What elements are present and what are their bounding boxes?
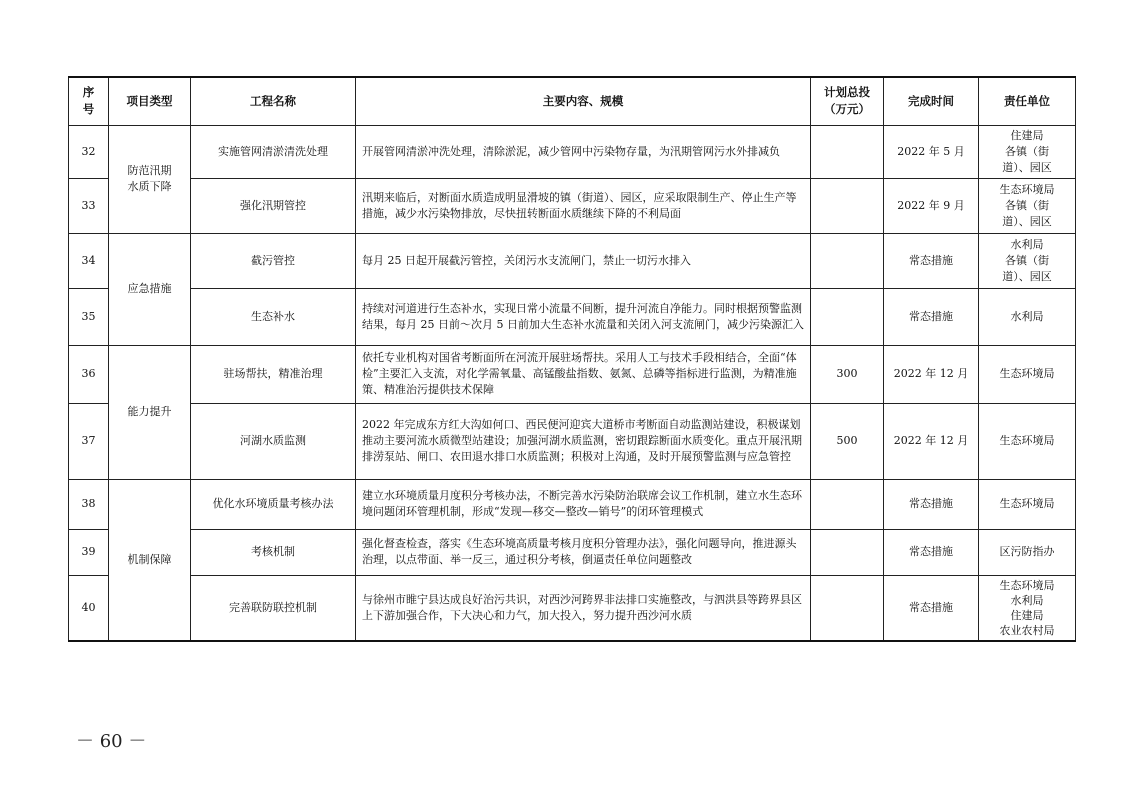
project-type-cell: 应急措施 xyxy=(109,233,191,345)
unit-line: 水利局 xyxy=(1010,593,1044,607)
project-name: 生态补水 xyxy=(191,288,356,345)
table-row xyxy=(69,575,1076,641)
unit-line: 生态环境局 xyxy=(999,434,1055,447)
responsible-unit xyxy=(979,233,1076,288)
project-name: 实施管网清淤清洗处理 xyxy=(191,125,356,178)
table-row xyxy=(69,479,1076,529)
completion-time: 2022 年 12 月 xyxy=(884,403,979,479)
project-name: 优化水环境质量考核办法 xyxy=(191,479,356,529)
table-row xyxy=(69,529,1076,575)
project-name: 考核机制 xyxy=(191,529,356,575)
unit-line: 区污防指办 xyxy=(999,545,1055,558)
completion-time: 2022 年 12 月 xyxy=(884,345,979,403)
project-investment xyxy=(811,125,884,178)
responsible-unit xyxy=(979,178,1076,233)
responsible-unit xyxy=(979,479,1076,529)
project-type-cell: 机制保障 xyxy=(109,479,191,641)
unit-line: 生态环境局 xyxy=(999,497,1055,510)
header-project-type: 项目类型 xyxy=(109,77,191,125)
responsible-unit xyxy=(979,403,1076,479)
project-table xyxy=(68,76,1076,642)
responsible-unit xyxy=(979,125,1076,178)
project-content: 与徐州市睢宁县达成良好治污共识，对西沙河跨界非法排口实施整改，与泗洪县等跨界县区上下游加强合作，下大决心和力气，加大投入，努力提升西沙河水质 xyxy=(356,575,811,641)
completion-time: 常态措施 xyxy=(884,233,979,288)
project-content: 持续对河道进行生态补水，实现日常小流量不间断，提升河流自净能力。同时根据预警监测结果，每月 25 日前～次月 5 日前加大生态补水流量和关闭入河支流闸门，减少污染源汇入 xyxy=(356,288,811,345)
unit-line: 生态环境局 xyxy=(999,182,1055,196)
completion-time: 常态措施 xyxy=(884,288,979,345)
table-row xyxy=(69,345,1076,403)
project-investment: 300 xyxy=(811,345,884,403)
completion-time: 2022 年 5 月 xyxy=(884,125,979,178)
completion-time: 常态措施 xyxy=(884,575,979,641)
unit-line: 住建局 xyxy=(1010,608,1044,622)
responsible-unit xyxy=(979,288,1076,345)
project-type-cell: 能力提升 xyxy=(109,345,191,479)
unit-line: 道）、园区 xyxy=(1002,269,1052,283)
table-row xyxy=(69,125,1076,178)
project-investment xyxy=(811,233,884,288)
project-content: 依托专业机构对国省考断面所在河流开展驻场帮扶。采用人工与技术手段相结合，全面“体检”主要汇入支流，对化学需氧量、高锰酸盐指数、氨氮、总磷等指标进行监测，为精准施策、精准治污提供技术保障 xyxy=(356,345,811,403)
row-seq: 36 xyxy=(69,345,109,403)
project-investment: 500 xyxy=(811,403,884,479)
project-name: 强化汛期管控 xyxy=(191,178,356,233)
header-project-name: 工程名称 xyxy=(191,77,356,125)
row-seq: 38 xyxy=(69,479,109,529)
header-investment xyxy=(811,77,884,125)
responsible-unit xyxy=(979,575,1076,641)
row-seq: 33 xyxy=(69,178,109,233)
unit-line: 住建局 xyxy=(1010,128,1044,142)
project-name: 河湖水质监测 xyxy=(191,403,356,479)
project-investment xyxy=(811,288,884,345)
project-content: 汛期来临后，对断面水质造成明显滑坡的镇（街道）、园区，应采取限制生产、停止生产等措施，减少水污染物排放，尽快扭转断面水质继续下降的不利局面 xyxy=(356,178,811,233)
unit-line: 道）、园区 xyxy=(1002,214,1052,228)
project-content: 建立水环境质量月度积分考核办法，不断完善水污染防治联席会议工作机制，建立水生态环境问题闭环管理机制，形成“发现—移交—整改—销号”的闭环管理模式 xyxy=(356,479,811,529)
header-content: 主要内容、规模 xyxy=(356,77,811,125)
table-row xyxy=(69,288,1076,345)
unit-line: 各镇（街 xyxy=(1005,198,1049,212)
project-investment xyxy=(811,575,884,641)
table-row xyxy=(69,178,1076,233)
completion-time: 常态措施 xyxy=(884,479,979,529)
project-content: 2022 年完成东方红大沟如何口、西民便河迎宾大道桥市考断面自动监测站建设，积极谋划推动主要河流水质微型站建设；加强河湖水质监测，密切跟踪断面水质变化。重点开展汛期排涝泵站、闸口、农田退水排口水质监测；积极对上沟通，及时开展预警监测与应急管控 xyxy=(356,403,811,479)
completion-time: 常态措施 xyxy=(884,529,979,575)
unit-line: 各镇（街 xyxy=(1005,144,1049,158)
header-seq: 序号 xyxy=(69,77,109,125)
unit-line: 生态环境局 xyxy=(999,578,1055,592)
unit-line: 水利局 xyxy=(1010,309,1044,323)
project-type-cell: 防范汛期水质下降 xyxy=(109,125,191,233)
unit-line: 生态环境局 xyxy=(999,367,1055,380)
project-content: 每月 25 日起开展截污管控，关闭污水支流闸门，禁止一切污水排入 xyxy=(356,233,811,288)
header-completion-time: 完成时间 xyxy=(884,77,979,125)
completion-time: 2022 年 9 月 xyxy=(884,178,979,233)
row-seq: 35 xyxy=(69,288,109,345)
unit-line: 农业农村局 xyxy=(999,623,1055,637)
project-investment xyxy=(811,529,884,575)
project-name: 完善联防联控机制 xyxy=(191,575,356,641)
project-content: 开展管网清淤冲洗处理，清除淤泥，减少管网中污染物存量，为汛期管网污水外排减负 xyxy=(356,125,811,178)
responsible-unit xyxy=(979,345,1076,403)
unit-line: 各镇（街 xyxy=(1005,253,1049,267)
row-seq: 32 xyxy=(69,125,109,178)
unit-line: 道）、园区 xyxy=(1002,160,1052,174)
header-responsible-unit: 责任单位 xyxy=(979,77,1076,125)
project-name: 驻场帮扶，精准治理 xyxy=(191,345,356,403)
table-header-row xyxy=(69,77,1076,125)
row-seq: 39 xyxy=(69,529,109,575)
project-name: 截污管控 xyxy=(191,233,356,288)
header-investment-line1: 计划总投 xyxy=(824,85,870,100)
row-seq: 34 xyxy=(69,233,109,288)
header-investment-line2: （万元） xyxy=(824,102,870,117)
project-investment xyxy=(811,479,884,529)
unit-line: 水利局 xyxy=(1010,237,1044,251)
project-investment xyxy=(811,178,884,233)
responsible-unit xyxy=(979,529,1076,575)
row-seq: 40 xyxy=(69,575,109,641)
page-number: － 60 － xyxy=(76,731,147,752)
table-row xyxy=(69,403,1076,479)
project-content: 强化督查检查，落实《生态环境高质量考核月度积分管理办法》，强化问题导向，推进源头治理，以点带面、举一反三，通过积分考核，倒逼责任单位问题整改 xyxy=(356,529,811,575)
row-seq: 37 xyxy=(69,403,109,479)
table-row xyxy=(69,233,1076,288)
